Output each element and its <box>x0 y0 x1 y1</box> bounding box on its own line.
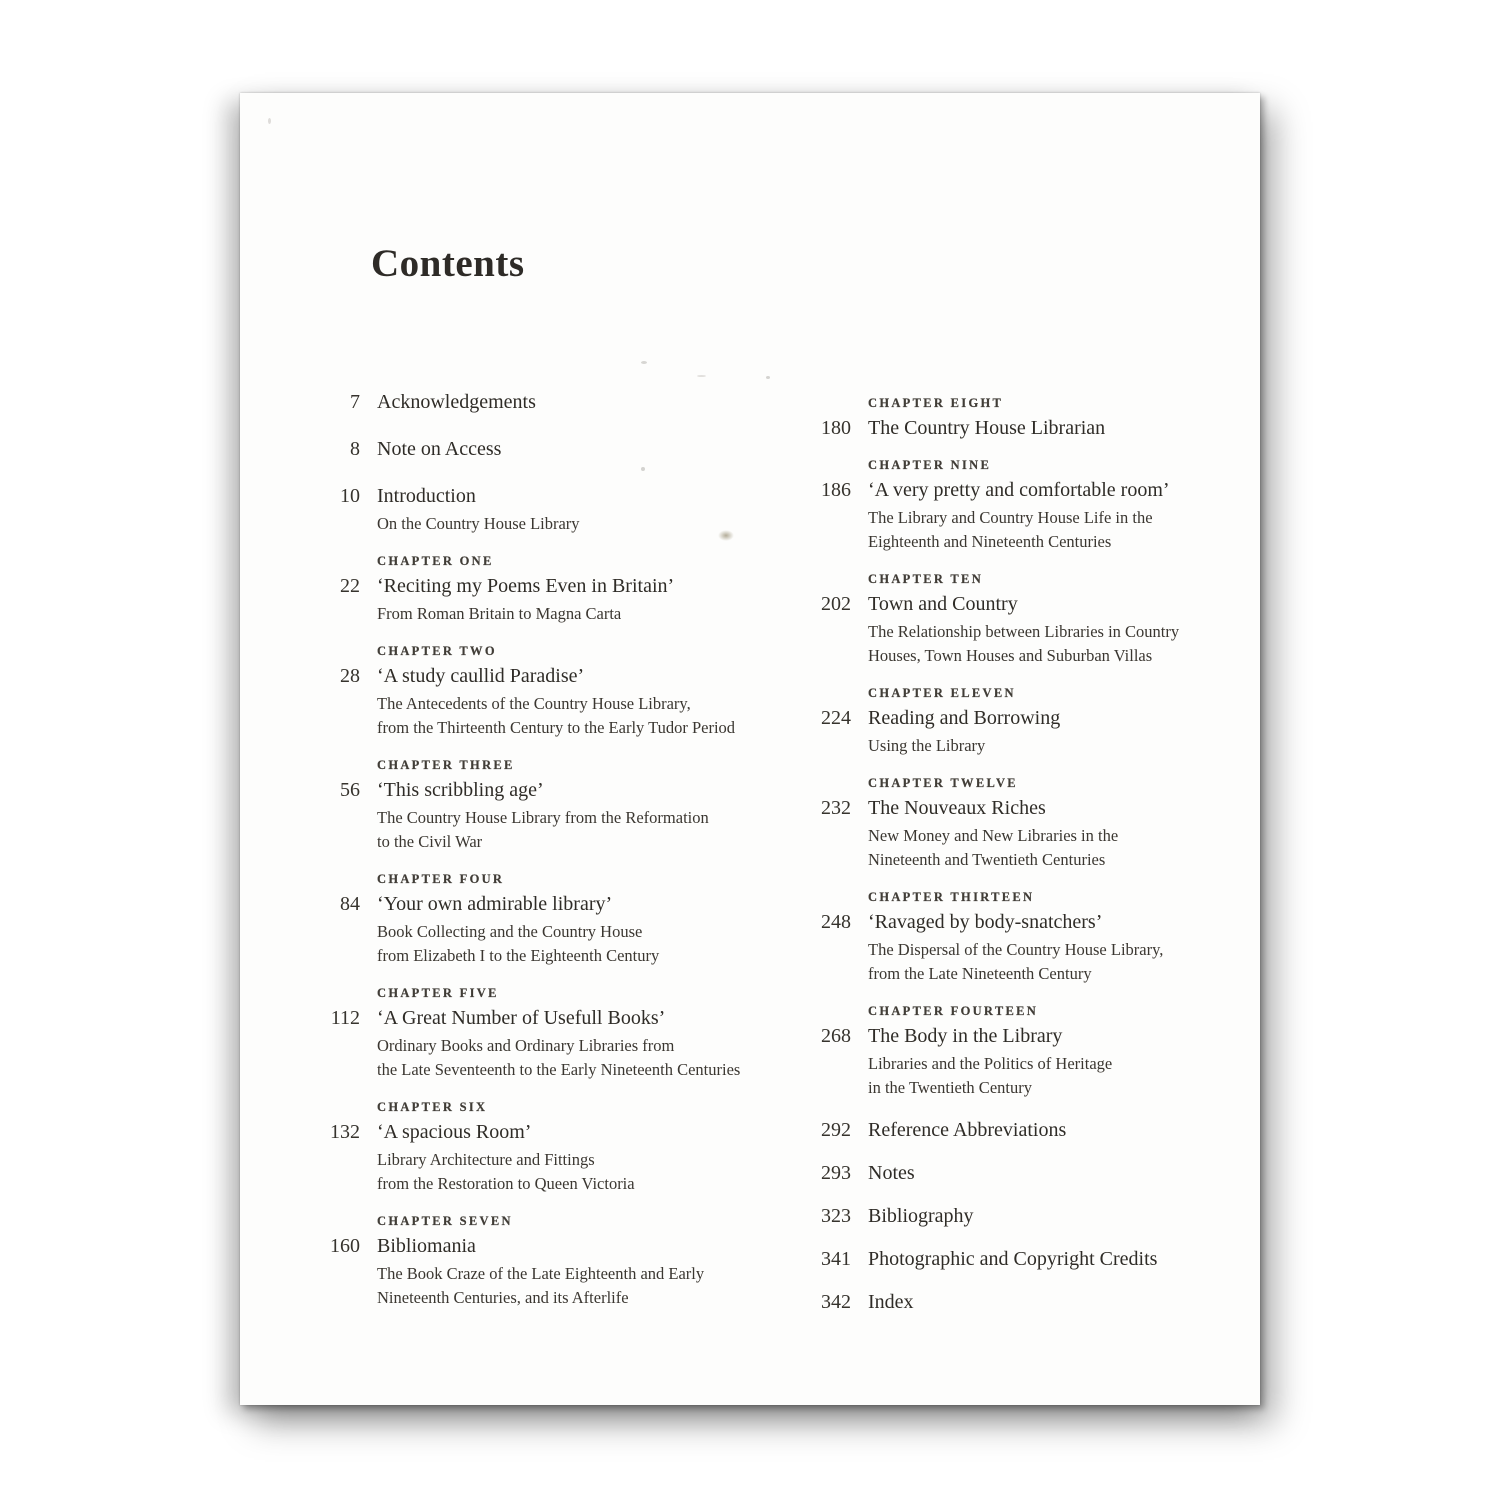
page-number: 186 <box>821 479 851 501</box>
toc-entry <box>314 986 774 1082</box>
subtitle-line: from the Thirteenth Century to the Early Tudor Period <box>377 718 736 737</box>
entry-title: ‘Your own admirable library’ <box>377 893 613 915</box>
page-number: 22 <box>340 575 360 597</box>
entry-subtitle <box>377 1148 774 1196</box>
entry-title: Reference Abbreviations <box>868 1119 1067 1141</box>
toc-entry <box>805 1290 1245 1314</box>
subtitle-line: The Dispersal of the Country House Library, <box>868 940 1164 959</box>
chapter-label: CHAPTER SIX <box>377 1100 488 1114</box>
toc-column-right <box>805 396 1245 1333</box>
entry-title: ‘Reciting my Poems Even in Britain’ <box>377 575 675 597</box>
page-number: 180 <box>821 417 851 439</box>
page-number: 7 <box>350 391 360 413</box>
entry-body <box>868 1247 1245 1271</box>
book-page-sheet <box>240 93 1260 1405</box>
page-number: 292 <box>821 1119 851 1141</box>
toc-entry <box>314 1214 774 1310</box>
entry-title: ‘A Great Number of Usefull Books’ <box>377 1007 666 1029</box>
toc-entry <box>805 776 1245 872</box>
chapter-label: CHAPTER FIVE <box>377 986 499 1000</box>
entry-body <box>377 484 774 536</box>
entry-subtitle <box>377 692 774 740</box>
subtitle-line: the Late Seventeenth to the Early Nineteenth Centuries <box>377 1060 741 1079</box>
entry-title: Reading and Borrowing <box>868 707 1061 729</box>
toc-entry <box>314 484 774 536</box>
entry-body <box>868 572 1245 668</box>
entry-subtitle <box>377 1262 774 1310</box>
entry-subtitle <box>377 920 774 968</box>
page-number: 160 <box>330 1235 360 1257</box>
subtitle-line: from the Late Nineteenth Century <box>868 964 1092 983</box>
toc-entry <box>805 686 1245 758</box>
toc-entry <box>805 458 1245 554</box>
subtitle-line: The Book Craze of the Late Eighteenth and Early <box>377 1264 705 1283</box>
subtitle-line: Library Architecture and Fittings <box>377 1150 595 1169</box>
subtitle-line: Houses, Town Houses and Suburban Villas <box>868 646 1153 665</box>
toc-entry <box>805 1204 1245 1228</box>
subtitle-line: New Money and New Libraries in the <box>868 826 1119 845</box>
chapter-label: CHAPTER FOURTEEN <box>868 1004 1039 1018</box>
toc-entry <box>805 1247 1245 1271</box>
page-number: 132 <box>330 1121 360 1143</box>
subtitle-line: from the Restoration to Queen Victoria <box>377 1174 635 1193</box>
subtitle-line: The Relationship between Libraries in Country <box>868 622 1180 641</box>
entry-title: Acknowledgements <box>377 391 536 413</box>
chapter-label: CHAPTER TWO <box>377 644 497 658</box>
contents-page-title: Contents <box>371 242 525 286</box>
entry-subtitle <box>377 1034 774 1082</box>
entry-title: ‘A spacious Room’ <box>377 1121 532 1143</box>
chapter-label: CHAPTER ELEVEN <box>868 686 1016 700</box>
subtitle-line: Book Collecting and the Country House <box>377 922 643 941</box>
toc-entry <box>314 390 774 414</box>
entry-subtitle <box>377 806 774 854</box>
entry-subtitle <box>377 512 774 536</box>
entry-body <box>377 644 774 740</box>
chapter-label: CHAPTER THREE <box>377 758 515 772</box>
entry-title: ‘A study caullid Paradise’ <box>377 665 585 687</box>
entry-body <box>868 776 1245 872</box>
toc-entry <box>805 1004 1245 1100</box>
entry-body <box>377 758 774 854</box>
entry-body <box>868 458 1245 554</box>
entry-body <box>377 554 774 626</box>
subtitle-line: Eighteenth and Nineteenth Centuries <box>868 532 1112 551</box>
subtitle-line: The Antecedents of the Country House Library, <box>377 694 691 713</box>
entry-subtitle <box>868 1052 1245 1100</box>
page-number: 323 <box>821 1205 851 1227</box>
toc-entry <box>314 1100 774 1196</box>
subtitle-line: The Library and Country House Life in the <box>868 508 1153 527</box>
entry-title: ‘This scribbling age’ <box>377 779 544 801</box>
page-number: 248 <box>821 911 851 933</box>
subtitle-line: Libraries and the Politics of Heritage <box>868 1054 1113 1073</box>
entry-body <box>377 1214 774 1310</box>
subtitle-line: Nineteenth and Twentieth Centuries <box>868 850 1106 869</box>
entry-title: Index <box>868 1291 914 1313</box>
entry-body <box>868 686 1245 758</box>
entry-title: Introduction <box>377 485 476 507</box>
entry-title: The Nouveaux Riches <box>868 797 1046 819</box>
page-number: 341 <box>821 1248 851 1270</box>
subtitle-line: The Country House Library from the Reformation <box>377 808 709 827</box>
scan-speck <box>641 361 647 364</box>
entry-body <box>377 390 774 414</box>
scan-speck <box>268 118 271 124</box>
toc-entry <box>314 644 774 740</box>
subtitle-line: Using the Library <box>868 736 986 755</box>
toc-entry <box>805 890 1245 986</box>
scan-speck <box>697 375 706 377</box>
toc-entry <box>805 1161 1245 1185</box>
page-number: 224 <box>821 707 851 729</box>
subtitle-line: From Roman Britain to Magna Carta <box>377 604 622 623</box>
chapter-label: CHAPTER SEVEN <box>377 1214 513 1228</box>
entry-body <box>377 872 774 968</box>
toc-entry <box>314 437 774 461</box>
chapter-label: CHAPTER EIGHT <box>868 396 1004 410</box>
page-number: 56 <box>340 779 360 801</box>
entry-body <box>868 1118 1245 1142</box>
subtitle-line: Nineteenth Centuries, and its Afterlife <box>377 1288 629 1307</box>
chapter-label: CHAPTER TEN <box>868 572 984 586</box>
entry-body <box>868 396 1245 440</box>
page-number: 293 <box>821 1162 851 1184</box>
chapter-label: CHAPTER THIRTEEN <box>868 890 1035 904</box>
toc-entry <box>314 872 774 968</box>
entry-body <box>377 1100 774 1196</box>
entry-subtitle <box>868 938 1245 986</box>
entry-body <box>868 890 1245 986</box>
subtitle-line: Ordinary Books and Ordinary Libraries from <box>377 1036 675 1055</box>
entry-title: Town and Country <box>868 593 1018 615</box>
toc-entry <box>805 396 1245 440</box>
entry-title: Photographic and Copyright Credits <box>868 1248 1158 1270</box>
entry-subtitle <box>868 734 1245 758</box>
entry-title: The Country House Librarian <box>868 417 1106 439</box>
entry-body <box>868 1004 1245 1100</box>
entry-subtitle <box>868 620 1245 668</box>
entry-subtitle <box>868 506 1245 554</box>
page-number: 84 <box>340 893 360 915</box>
chapter-label: CHAPTER FOUR <box>377 872 505 886</box>
page-number: 28 <box>340 665 360 687</box>
toc-entry <box>805 572 1245 668</box>
entry-body <box>868 1161 1245 1185</box>
page-number: 202 <box>821 593 851 615</box>
toc-column-left <box>314 390 774 1328</box>
subtitle-line: to the Civil War <box>377 832 483 851</box>
toc-entry <box>314 758 774 854</box>
subtitle-line: On the Country House Library <box>377 514 580 533</box>
page-number: 268 <box>821 1025 851 1047</box>
chapter-label: CHAPTER NINE <box>868 458 992 472</box>
entry-subtitle <box>868 824 1245 872</box>
entry-title: ‘A very pretty and comfortable room’ <box>868 479 1170 501</box>
entry-title: Bibliography <box>868 1205 974 1227</box>
entry-subtitle <box>377 602 774 626</box>
toc-entry <box>805 1118 1245 1142</box>
entry-body <box>868 1204 1245 1228</box>
entry-title: The Body in the Library <box>868 1025 1063 1047</box>
chapter-label: CHAPTER ONE <box>377 554 494 568</box>
scan-speck <box>766 376 770 379</box>
entry-title: Notes <box>868 1162 915 1184</box>
entry-title: ‘Ravaged by body-snatchers’ <box>868 911 1103 933</box>
page-number: 112 <box>330 1007 360 1029</box>
entry-body <box>377 437 774 461</box>
page-number: 342 <box>821 1291 851 1313</box>
entry-title: Bibliomania <box>377 1235 476 1257</box>
chapter-label: CHAPTER TWELVE <box>868 776 1018 790</box>
page-number: 8 <box>350 438 360 460</box>
toc-entry <box>314 554 774 626</box>
page-number: 10 <box>340 485 360 507</box>
page-number: 232 <box>821 797 851 819</box>
entry-title: Note on Access <box>377 438 502 460</box>
entry-body <box>377 986 774 1082</box>
subtitle-line: in the Twentieth Century <box>868 1078 1032 1097</box>
subtitle-line: from Elizabeth I to the Eighteenth Century <box>377 946 660 965</box>
entry-body <box>868 1290 1245 1314</box>
